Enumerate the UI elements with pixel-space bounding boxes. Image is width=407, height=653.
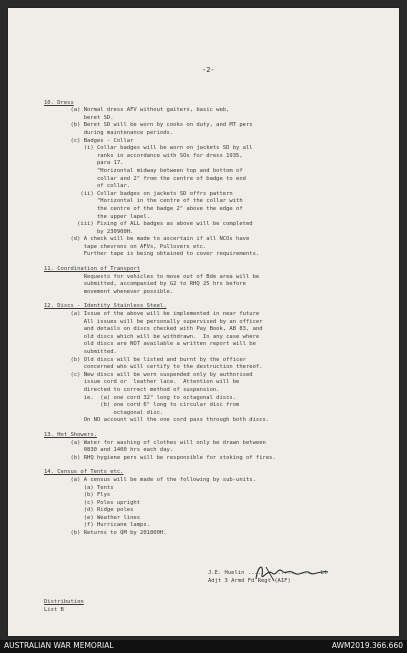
document-page	[8, 8, 399, 636]
section-text: "Horizontal midway between top and bottom of	[44, 167, 243, 174]
section-text: (b) RHQ hygiene pers will be responsible for stoking of fires.	[44, 454, 276, 461]
section-text: "Horizontal in the centre of the collar with	[44, 198, 243, 205]
page-number: -2-	[202, 66, 215, 74]
section-text: (f) Hurricane lamps.	[44, 522, 150, 529]
section-text: (a) Tents	[44, 484, 114, 491]
section-text: and details on discs checked with Pay Book, AB 83, and	[44, 326, 263, 333]
section-text: (d) A check will be made to ascertain if all NCOs have	[44, 236, 250, 243]
section-text: old discs are NOT available a written report will be	[44, 341, 256, 348]
section-text: directed to correct method of suspension.	[44, 386, 220, 393]
document-body	[44, 92, 384, 553]
section-text: concerned who will certify to the destruction thereof.	[44, 364, 263, 371]
section-heading: 12. Discs - Identity Stainless Steel.	[44, 303, 167, 310]
section-text: Further tape is being obtained to cover requirements.	[44, 251, 260, 258]
section-heading: 14. Census of Tents etc.	[44, 469, 124, 476]
section-text: (iii) Fixing of ALL badges as above will be completed	[44, 221, 253, 228]
section-text: (e) Weather lines	[44, 514, 141, 521]
section-text: (b) Flys	[44, 492, 111, 499]
section-text: of collar.	[44, 183, 131, 190]
section-text: during maintenance periods.	[44, 129, 174, 136]
section-text: para 17.	[44, 160, 124, 167]
section-text: (c) New discs will be worn suspended only by authorised	[44, 371, 253, 378]
section-text: (b) Beret SD will be worn by cooks on duty, and MT pers	[44, 122, 253, 129]
section-text: movement whenever possible.	[44, 288, 174, 295]
section-text: submitted, accompanied by G2 to RHQ 25 hrs before	[44, 281, 246, 288]
section-text: (b) Old discs will be listed and burnt by the officer	[44, 356, 246, 363]
section-text: (b) Returns to QM by 201800H.	[44, 530, 167, 537]
section-text: (a) Water for washing of clothes will only be drawn between	[44, 439, 266, 446]
section-text: issue cord or leather lace. Attention will be	[44, 379, 240, 386]
section-text: (i) Collar badges will be worn on jackets SD by all	[44, 145, 253, 152]
section-text: (d) Ridge poles	[44, 507, 134, 514]
footer-institution: AUSTRALIAN WAR MEMORIAL	[4, 641, 114, 650]
section-text: ranks in accordance with SOs for dress 1935,	[44, 152, 243, 159]
section-text: beret SD.	[44, 114, 114, 121]
section-heading: 10. Dress	[44, 99, 74, 106]
section-text: (a) Issue of the above will be implemented in near future	[44, 311, 260, 318]
distribution-block	[44, 599, 84, 614]
section-text: (c) Poles upright	[44, 499, 141, 506]
section-text: submitted.	[44, 349, 117, 355]
section-text: 0830 and 1400 hrs each day.	[44, 447, 174, 454]
section-text: (a) Normal dress AFV without gaiters, basic web,	[44, 107, 230, 114]
footer-accession-number: AWM2019.366.660	[331, 641, 403, 650]
signatory-name: J.E. Huelin ..................... Lt	[208, 570, 328, 576]
section-text: All issues will be personally supervised by an officer	[44, 318, 263, 325]
section-text: (c) Badges - Collar	[44, 137, 134, 144]
section-text: octagonal disc.	[44, 409, 164, 416]
signature-block	[208, 570, 327, 585]
distribution-heading: Distribution	[44, 599, 84, 605]
section-text: (b) one cord 6" long to circular disc from	[44, 402, 240, 409]
section-text: the upper lapel.	[44, 213, 150, 220]
section-text: (ii) Collar badges on jackets SD offrs pattern	[44, 190, 233, 197]
section-text: ie. (a) one cord 32" long to octagonal discs.	[44, 394, 237, 401]
section-text: by 230900H.	[44, 228, 134, 235]
section-text: Requests for vehicles to move out of Bde area will be	[44, 273, 260, 280]
section-text: the centre of the badge 2" above the edge of	[44, 205, 243, 212]
section-text: On NO account will the one cord pass through both discs.	[44, 417, 270, 424]
section-text: tape chevrons on AFVs, Pullovers etc.	[44, 243, 207, 250]
archive-footer	[0, 640, 407, 653]
section-text: collar and 2" from the centre of badge to end	[44, 175, 246, 182]
section-heading: 13. Hot Showers.	[44, 431, 97, 438]
section-text: old discs which will be withdrawn. In any case where	[44, 333, 260, 340]
section-heading: 11. Coordination of Transport	[44, 266, 141, 273]
section-text: (a) A census will be made of the following by sub-units.	[44, 476, 256, 483]
distribution-list: List B	[44, 606, 64, 613]
signatory-title: Adjt 3 Armd Fd Regt (AIF)	[208, 577, 291, 584]
